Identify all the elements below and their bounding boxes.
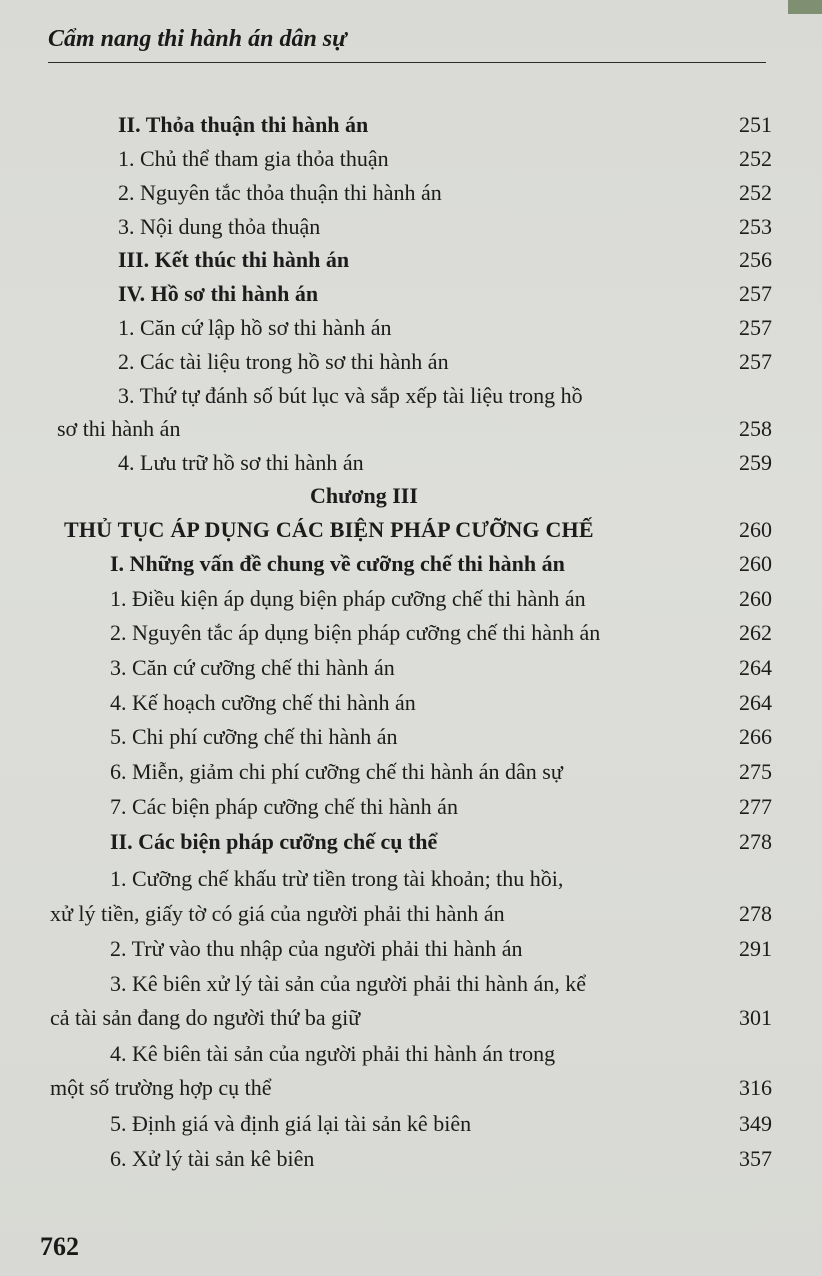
toc-entry-title: 5. Chi phí cưỡng chế thi hành án (110, 724, 398, 749)
toc-entry-title: 3. Kê biên xử lý tài sản của người phải thi hành án, kể (110, 971, 586, 996)
toc-entry-title: 2. Nguyên tắc áp dụng biện pháp cưỡng chế thi hành án (110, 620, 601, 645)
toc-entry-title: II. Thỏa thuận thi hành án (118, 112, 369, 137)
toc-entry (0, 311, 822, 345)
toc-entry-title: 1. Cưỡng chế khấu trừ tiền trong tài khoản; thu hồi, (110, 866, 564, 891)
toc-entry-title: 1. Chủ thể tham gia thỏa thuận (118, 146, 389, 171)
toc-entry (0, 1107, 822, 1141)
toc-entry (0, 686, 822, 720)
toc-entry-title: xử lý tiền, giấy tờ có giá của người phải thi hành án (50, 901, 505, 926)
toc-entry (0, 412, 822, 446)
toc-entry-page: 278 (739, 901, 772, 926)
toc-entry-title: 3. Nội dung thỏa thuận (118, 214, 321, 239)
toc-entry (0, 243, 822, 277)
toc-entry (0, 513, 822, 547)
toc-entry (0, 825, 822, 859)
toc-entry (0, 1037, 822, 1071)
toc-entry (0, 379, 822, 413)
toc-entry-page: 260 (739, 586, 772, 611)
toc-entry-title: 5. Định giá và định giá lại tài sản kê biên (110, 1111, 472, 1136)
toc-entry-page: 301 (739, 1005, 772, 1030)
toc-entry (0, 967, 822, 1001)
chapter-number: Chương III (310, 483, 418, 508)
toc-entry (0, 755, 822, 789)
toc-entry-title: 4. Kê biên tài sản của người phải thi hành án trong (110, 1041, 556, 1066)
toc-entry (0, 1001, 822, 1035)
toc-entry (0, 932, 822, 966)
toc-entry-page: 264 (739, 655, 772, 680)
toc-entry-page: 257 (739, 315, 772, 340)
toc-entry-title: 6. Xử lý tài sản kê biên (110, 1146, 315, 1171)
toc-entry (0, 446, 822, 480)
toc-entry (0, 790, 822, 824)
toc-entry-title: 2. Nguyên tắc thỏa thuận thi hành án (118, 180, 442, 205)
page-number: 762 (40, 1232, 79, 1261)
toc-entry (0, 582, 822, 616)
toc-entry-page: 252 (739, 180, 772, 205)
toc-entry-title: 4. Lưu trữ hồ sơ thi hành án (118, 450, 364, 475)
toc-entry-page: 291 (739, 936, 772, 961)
toc-entry-title: sơ thi hành án (57, 416, 181, 441)
toc-entry-title: 3. Căn cứ cưỡng chế thi hành án (110, 655, 395, 680)
toc-entry-title: II. Các biện pháp cưỡng chế cụ thể (110, 829, 438, 854)
toc-entry-page: 357 (739, 1146, 772, 1171)
toc-entry (0, 277, 822, 311)
toc-entry-title: III. Kết thúc thi hành án (118, 247, 350, 272)
toc-entry-title: 3. Thứ tự đánh số bút lục và sắp xếp tài liệu trong hồ (118, 383, 583, 408)
toc-entry-title: 4. Kế hoạch cưỡng chế thi hành án (110, 690, 416, 715)
toc-entry-page: 260 (739, 517, 772, 542)
toc-entry-page: 258 (739, 416, 772, 441)
toc-entry-title: một số trường hợp cụ thể (50, 1075, 272, 1100)
toc-entry (0, 345, 822, 379)
chapter-title: THỦ TỤC ÁP DỤNG CÁC BIỆN PHÁP CƯỠNG CHẾ (64, 517, 594, 542)
toc-entry (0, 897, 822, 931)
toc-entry-title: 7. Các biện pháp cưỡng chế thi hành án (110, 794, 458, 819)
toc-entry-page: 316 (739, 1075, 772, 1100)
toc-entry-page: 349 (739, 1111, 772, 1136)
toc-entry-page: 266 (739, 724, 772, 749)
toc-entry-title: 6. Miễn, giảm chi phí cưỡng chế thi hành án dân sự (110, 759, 563, 784)
toc-entry-title: 1. Căn cứ lập hồ sơ thi hành án (118, 315, 392, 340)
toc-entry (0, 142, 822, 176)
toc-entry-title: 2. Trừ vào thu nhập của người phải thi hành án (110, 936, 523, 961)
toc-entry (0, 862, 822, 896)
toc-entry-page: 277 (739, 794, 772, 819)
toc-entry-title: 2. Các tài liệu trong hồ sơ thi hành án (118, 349, 449, 374)
toc-entry-page: 251 (739, 112, 772, 137)
toc-entry-page: 278 (739, 829, 772, 854)
toc-entry-title: 1. Điều kiện áp dụng biện pháp cưỡng chế thi hành án (110, 586, 586, 611)
toc-entry (0, 651, 822, 685)
toc-entry (0, 1071, 822, 1105)
chapter-label (0, 479, 822, 513)
toc-entry-page: 257 (739, 281, 772, 306)
toc-entry (0, 108, 822, 142)
toc-entry (0, 616, 822, 650)
toc-entry (0, 547, 822, 581)
toc-entry (0, 720, 822, 754)
toc-entry-page: 253 (739, 214, 772, 239)
toc-entry-page: 252 (739, 146, 772, 171)
toc-entry (0, 210, 822, 244)
toc-entry (0, 176, 822, 210)
toc-entry-page: 257 (739, 349, 772, 374)
toc-entry-page: 275 (739, 759, 772, 784)
toc-entry-title: cả tài sản đang do người thứ ba giữ (50, 1005, 361, 1030)
running-header: Cẩm nang thi hành án dân sự (48, 26, 347, 52)
toc-entry-page: 260 (739, 551, 772, 576)
toc-entry (0, 1142, 822, 1176)
toc-entry-page: 264 (739, 690, 772, 715)
toc-entry-page: 262 (739, 620, 772, 645)
toc-entry-page: 259 (739, 450, 772, 475)
toc-entry-title: I. Những vấn đề chung về cưỡng chế thi hành án (110, 551, 565, 576)
toc-entry-page: 256 (739, 247, 772, 272)
toc-entry-title: IV. Hồ sơ thi hành án (118, 281, 319, 306)
